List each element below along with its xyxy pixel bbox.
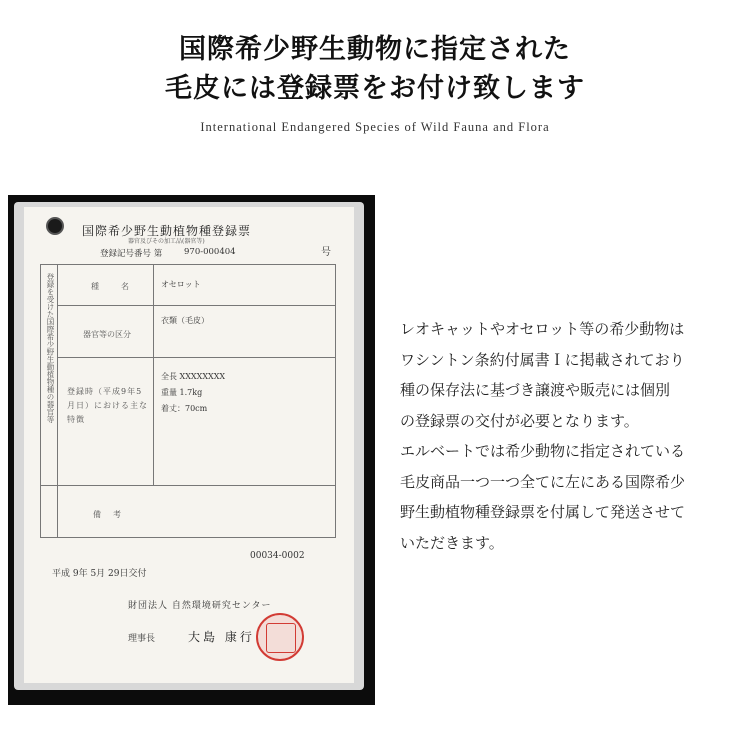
description-line: 種の保存法に基づき譲渡や販売には個別: [400, 381, 671, 399]
description-text: [400, 314, 745, 558]
type-label: 器官等の区分: [83, 330, 131, 339]
chair-name: 大島 康行: [188, 630, 255, 644]
table-divider: [57, 305, 335, 306]
description-line: いただきます。: [400, 533, 504, 552]
table-divider: [41, 485, 335, 486]
name-value: オセロット: [161, 280, 201, 289]
features-label: 登録時（平成9年5月日）における主な特徴: [67, 387, 148, 424]
red-seal-stamp: [256, 613, 304, 661]
description-line: レオキャットやオセロット等の希少動物は: [400, 320, 685, 338]
certificate-table: [40, 264, 336, 538]
issuing-organization: 財団法人 自然環境研究センター: [128, 601, 272, 611]
name-label: 種 名: [91, 282, 131, 291]
description-line: 野生動植物種登録票を付属して発送させて: [400, 503, 686, 521]
serial-number: 00034-0002: [250, 551, 305, 561]
description-line: ワシントン条約付属書Ｉに掲載されており: [400, 350, 685, 369]
feature-line-2: 重量 1.7kg: [161, 388, 203, 397]
chair-title: 理事長: [128, 634, 156, 644]
issued-date: 平成 9年 5月 29日交付: [52, 569, 147, 579]
side-label: 登録を受けた国際希少野生動植物種の器官等: [46, 273, 55, 423]
description-line: の登録票の交付が必要となります。: [400, 411, 639, 430]
heading-subtitle: International Endangered Species of Wild Fauna and Flora: [200, 120, 550, 134]
heading-line-2: 毛皮には登録票をお付け致します: [165, 73, 585, 104]
description-line: エルベートでは希少動物に指定されている: [400, 442, 686, 460]
feature-line-3: 着丈：70cm: [161, 404, 208, 413]
table-divider: [153, 265, 154, 485]
notes-label: 備 考: [93, 510, 123, 519]
registration-suffix: 号: [321, 247, 331, 258]
registration-label: 登録記号番号 第: [100, 249, 163, 259]
heading-line-1: 国際希少野生動物に指定された: [179, 34, 571, 65]
page-heading: [0, 30, 750, 135]
description-line: 毛皮商品一つ一つ全てに左にある国際希少: [400, 472, 686, 491]
certificate-title: 国際希少野生動植物種登録票: [82, 224, 252, 238]
feature-line-1: 全長 XXXXXXXX: [161, 372, 226, 381]
type-value: 衣類（毛皮）: [161, 316, 209, 325]
certificate-subtitle: 器官及びその加工品(器官等): [128, 238, 205, 245]
registration-number: 970-000404: [184, 247, 236, 257]
table-divider: [57, 357, 335, 358]
punch-hole: [46, 217, 64, 235]
